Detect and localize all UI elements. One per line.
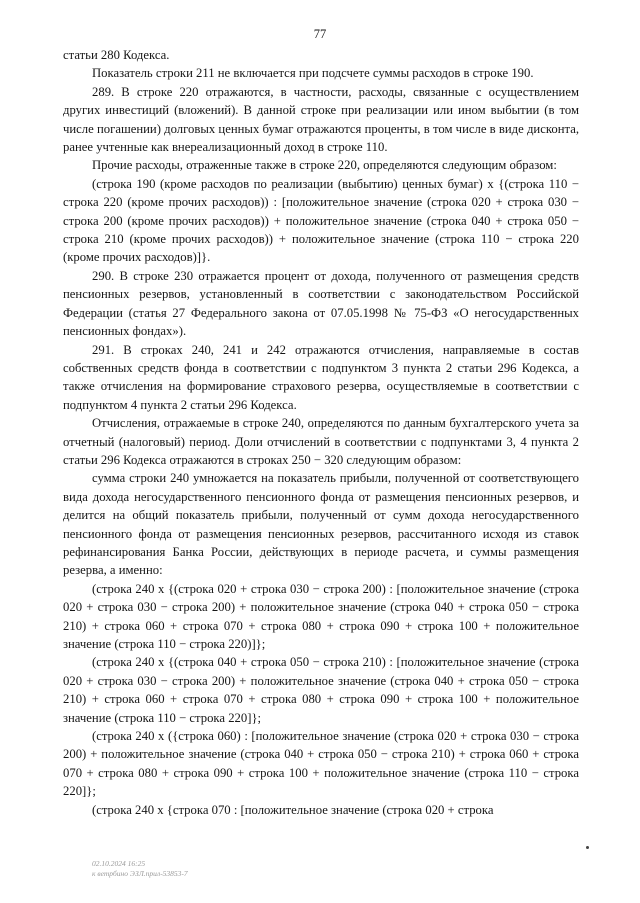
page-number: 77: [313, 27, 327, 41]
paragraph: Показатель строки 211 не включается при подсчете суммы расходов в строке 190.: [92, 66, 534, 81]
paragraph: 290. В строке 230 отражается процент от дохода, полученного от размещения средств пенсионных резервов, установленный в соответствии с законодательством Российской Федерации (статья 27 Федерального закона от 07.05.1998 № 75-ФЗ «О негосударственных пенсионных фондах»).: [63, 268, 579, 339]
paragraph: 289. В строке 220 отражаются, в частности, расходы, связанные с осуществлением других инвестиций (вложений). В данной строке при реализации или ином выбытии (в том числе погашении) долговых ценных бумаг отражаются проценты, в том числе в виде дисконта, ранее учтенные как внереализационный доход в строке 110.: [63, 84, 579, 155]
paragraph: (строка 240 х {(строка 040 + строка 050 − строка 210) : [положительное значение (строка 020 + строка 030 − строка 200) + положительное значение (строка 040 + строка 050 − строка 210) + строка 060 + строка 070 + строка 080 + строка 090 + строка 100 + положительное значение (строка 110 − строка 220]};: [63, 655, 579, 725]
paragraph: (строка 240 х {строка 070 : [положительное значение (строка 020 + строка: [92, 802, 494, 817]
paragraph: Прочие расходы, отраженные также в строке 220, определяются следующим образом:: [92, 158, 557, 173]
paragraph: Отчисления, отражаемые в строке 240, определяются по данным бухгалтерского учета за отчетный (налоговый) период. Доли отчислений в соответствии с подпунктами 3, 4 пункта 2 статьи 296 Кодекса отражаются в строках 250 − 320 следующим образом:: [63, 416, 579, 467]
footer-date: 02.10.2024 16:25: [92, 859, 146, 868]
paragraph: статьи 280 Кодекса.: [63, 48, 170, 62]
footer-stamp: [92, 859, 188, 879]
paragraph: (строка 240 х {(строка 020 + строка 030 − строка 200) : [положительное значение (строка 020 + строка 030 − строка 200) + положительное значение (строка 040 + строка 050 − строка 210) + строка 060 + строка 070 + строка 080 + строка 090 + строка 100 + положительное значение (строка 110 − строка 220)]};: [63, 581, 579, 651]
document-body: [63, 46, 579, 819]
footer-reference: к ветрбино ЭЗЛ.прил-53853-7: [92, 869, 188, 878]
paragraph: сумма строки 240 умножается на показатель прибыли, полученной от соответствующего вида дохода негосударственного пенсионного фонда от размещения пенсионных резервов, и делится на общий показатель прибыли, полученный от сумм дохода негосударственного пенсионного фонда от размещения пенсионных резервов, рассчитанного исходя из ставок рефинансирования Банка России, действующих в периоде расчета, и суммы размещения резерва, а именно:: [63, 471, 579, 578]
paragraph: 291. В строках 240, 241 и 242 отражаются отчисления, направляемые в состав собственных средств фонда в соответствии с подпунктом 3 пункта 2 статьи 296 Кодекса, а также отчисления на формирование страхового резерва, осуществляемые в соответствии с подпунктом 4 пункта 2 статьи 296 Кодекса.: [63, 342, 579, 412]
paragraph: (строка 240 х ({строка 060) : [положительное значение (строка 020 + строка 030 − строка 200) + положительное значение (строка 040 + строка 050 − строка 210) + строка 060 + строка 070 + строка 080 + строка 090 + строка 100 + положительное значение (строка 110 − строка 220]};: [63, 729, 579, 799]
scan-dot: [586, 846, 589, 849]
paragraph: (строка 190 (кроме расходов по реализации (выбытию) ценных бумаг) x {(строка 110 − строка 220 (кроме прочих расходов)) : [положительное значение (строка 020 + строка 030 − строка 200 (кроме прочих расходов)) + положительное значение (строка 040 + строка 050 − строка 210 (кроме прочих расходов)) + положительное значение (строка 110 − строка 220 (кроме прочих расходов)]}.: [63, 176, 579, 265]
